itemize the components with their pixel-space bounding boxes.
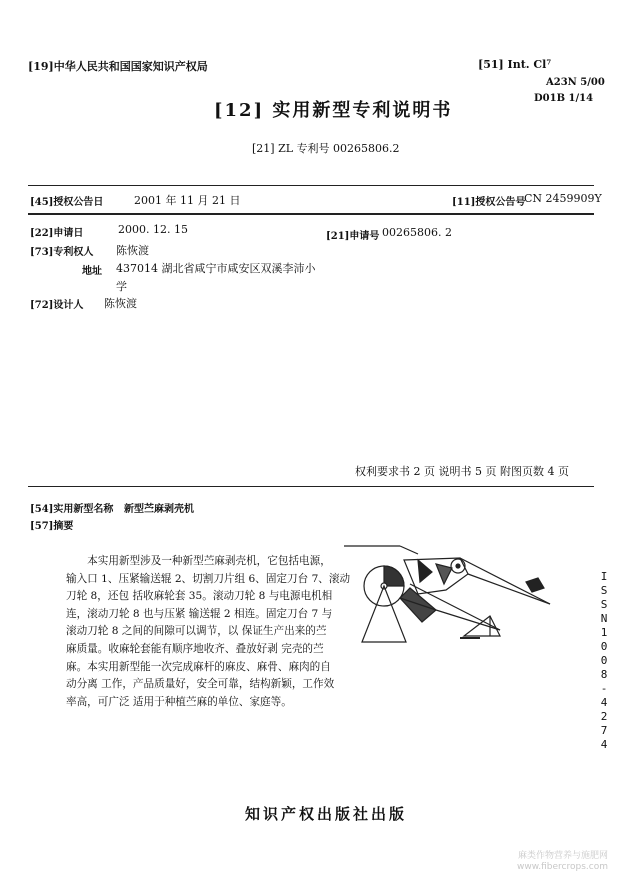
designer-value: 陈恢渡 [104, 297, 137, 310]
classification-2: D01B 1/14 [534, 93, 594, 104]
rule-top [28, 185, 594, 186]
abstract-line: 麻。本实用新型能一次完成麻杆的麻皮、麻骨、麻肉的自 [66, 660, 331, 673]
abstract-line: 连，滚动刀轮 8 也与压紧 输送辊 2 相连。固定刀台 7 与 [66, 607, 333, 620]
issn-number [597, 570, 611, 752]
address-line-1: 437014 湖北省咸宁市咸安区双溪李沛小 [116, 262, 316, 275]
app-no-label: [21]申请号 [326, 231, 380, 242]
designer-label: [72]设计人 [30, 300, 84, 311]
rule-under-announce [28, 213, 594, 215]
issn-text: ISSN1008-4274 [600, 570, 608, 751]
patent-number: [21] ZL 专利号 00265806.2 [252, 142, 400, 155]
app-no-value: 00265806. 2 [382, 226, 452, 239]
document-title: [12] 实用新型专利说明书 [214, 100, 453, 121]
abstract-line: 麻质量。收麻轮套能有顺序地收齐、叠放好剥 完壳的苎 [66, 642, 324, 655]
address-label: 地址 [82, 266, 102, 277]
abstract-line: 滚动刀轮 8 之间的间隙可以调节，以 保证生产出来的苎 [66, 625, 327, 638]
watermark-line-2: www.fibercrops.com [517, 862, 608, 872]
filed-value: 2000. 12. 15 [118, 223, 188, 236]
pages-info: 权利要求书 2 页 说明书 5 页 附图页数 4 页 [355, 465, 569, 478]
collector-wheel-shade [384, 566, 404, 586]
website-watermark [517, 851, 608, 873]
owner-value: 陈恢渡 [116, 244, 149, 257]
abstract-line: 刀轮 8，还包 括收麻轮套 35。滚动刀轮 8 与电源电机相 [66, 590, 333, 603]
abstract-line: 率高，可广泛 适用于种植苎麻的单位、家庭等。 [66, 695, 292, 708]
rule-mid [28, 486, 594, 487]
collector-stand [362, 586, 406, 642]
publisher: 知识产权出版社出版 [245, 805, 408, 823]
announce-no-value: CN 2459909Y [524, 192, 602, 205]
int-cl-label: [51] Int. Cl⁷ [478, 58, 552, 71]
abstract-line: 本实用新型涉及一种新型苎麻剥壳机，它包括电源， [66, 555, 331, 567]
classification-1: A23N 5/00 [546, 77, 605, 88]
owner-label: [73]专利权人 [30, 247, 94, 258]
watermark-line-1: 麻类作物营养与施肥网 [517, 851, 608, 861]
filed-label: [22]申请日 [30, 228, 84, 239]
utility-model-name-label: [54]实用新型名称 [30, 504, 114, 515]
main-stand [464, 616, 500, 636]
abstract-label: [57]摘要 [30, 521, 74, 532]
announce-date-label: [45]授权公告日 [30, 197, 104, 208]
machine-diagram [340, 524, 570, 664]
address-line-2: 学 [116, 280, 127, 293]
announce-date-value: 2001 年 11 月 21 日 [134, 194, 241, 207]
abstract-line: 动分离 工作，产品质量好，安全可靠，结构新颖，工作效 [66, 678, 335, 691]
abstract-body [66, 553, 351, 711]
patent-office: [19]中华人民共和国国家知识产权局 [28, 60, 208, 73]
announce-no-label: [11]授权公告号 [452, 197, 526, 208]
utility-model-name: 新型苎麻剥壳机 [124, 504, 194, 515]
abstract-line: 输入口 1、压紧输送辊 2、切割刀片组 6、固定刀台 7、滚动 [66, 572, 351, 585]
